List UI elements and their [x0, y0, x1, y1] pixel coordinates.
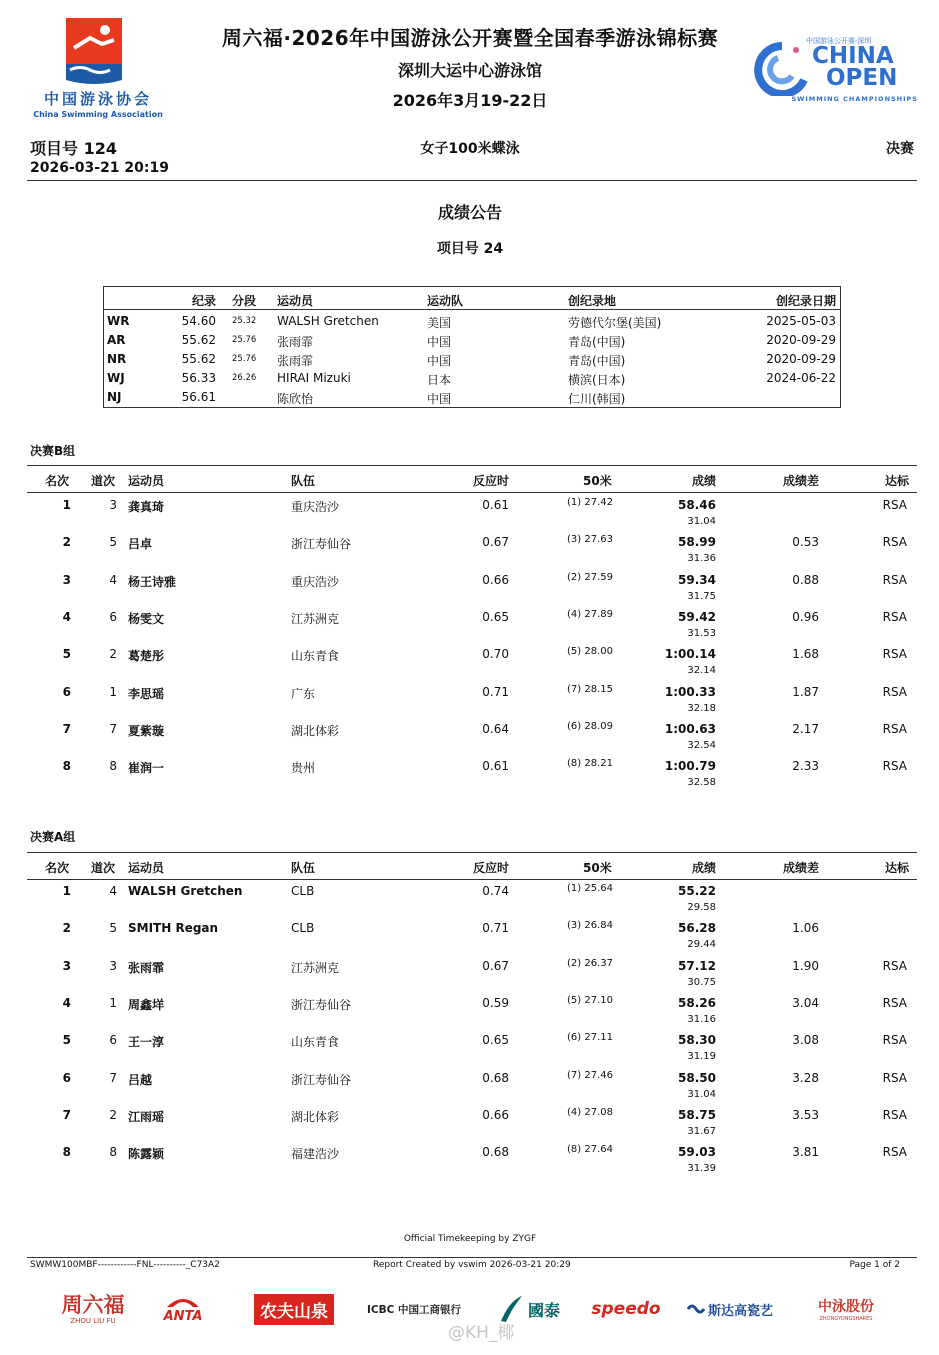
result-split50: (1) 25.64 — [567, 883, 613, 894]
result-split50: (5) 27.10 — [567, 994, 613, 1006]
result-qual: RSA — [882, 647, 907, 662]
result-reaction: 0.61 — [482, 498, 509, 512]
result-row — [27, 1068, 917, 1105]
result-athlete: 吕卓 — [128, 537, 153, 552]
records-header-athlete: 运动员 — [277, 294, 314, 308]
result-diff: 0.88 — [792, 572, 819, 587]
result-split50: (3) 27.63 — [567, 534, 613, 546]
result-athlete: 吕越 — [128, 1072, 153, 1087]
col-reaction: 反应时 — [472, 474, 509, 488]
watermark-text: @KH_椰 — [448, 1323, 515, 1343]
result-split50: (8) 27.64 — [567, 1144, 613, 1156]
sponsor-cathay-name: 國泰 — [527, 1300, 560, 1320]
result-time: 56.28 — [678, 921, 716, 936]
record-team: 中国 — [427, 354, 452, 368]
result-athlete: 陈露颖 — [128, 1147, 165, 1162]
wave-swirl-icon — [752, 40, 812, 96]
result-team: 贵州 — [291, 761, 316, 776]
result-diff: 1.90 — [792, 958, 819, 973]
result-rank: 8 — [62, 759, 71, 774]
record-type: NR — [107, 352, 127, 366]
result-qual: RSA — [882, 1107, 907, 1122]
result-lane: 5 — [109, 921, 117, 936]
record-time: 55.62 — [181, 333, 216, 347]
result-qual: RSA — [882, 1145, 907, 1160]
sponsor-zhouliufu-sub: ZHOU LIU FU — [70, 1317, 116, 1325]
record-athlete: 张雨霏 — [277, 354, 314, 368]
result-diff: 1.06 — [792, 921, 819, 936]
footer-divider — [27, 1257, 917, 1258]
record-type: WJ — [107, 371, 125, 385]
sponsor-zhouliufu-name: 周六福 — [61, 1292, 125, 1317]
result-rank: 2 — [62, 921, 71, 936]
result-row — [27, 881, 917, 918]
result-split50: (2) 27.59 — [567, 571, 613, 583]
record-row-wj — [104, 371, 840, 390]
event-number: 项目号 124 — [30, 139, 117, 158]
record-date: 2024-06-22 — [766, 371, 836, 385]
result-rank: 6 — [62, 684, 71, 699]
result-time: 1:00.33 — [664, 684, 716, 699]
china-open-bottom-text: SWIMMING CHAMPIONSHIPS — [791, 95, 918, 103]
col-rank: 名次 — [45, 861, 70, 875]
record-row-wr — [104, 314, 840, 333]
record-row-nr — [104, 352, 840, 371]
csa-name-en: China Swimming Association — [33, 110, 163, 119]
result-team: 广东 — [291, 686, 316, 701]
result-team: 山东青食 — [291, 1035, 340, 1050]
report-code: SWMW100MBF------------FNL----------_C73A2 — [30, 1260, 220, 1270]
sponsor-zhongyong-name: 中泳股份 — [818, 1299, 874, 1315]
sponsor-nongfu-name: 农夫山泉 — [254, 1294, 334, 1325]
result-time: 59.34 — [678, 572, 716, 587]
record-athlete: 张雨霏 — [277, 335, 314, 349]
meet-venue: 深圳大运中心游泳馆 — [397, 61, 542, 80]
result-qual: RSA — [882, 535, 907, 550]
sponsor-nongfu-logo — [251, 1286, 337, 1332]
col-diff: 成绩差 — [782, 474, 819, 488]
result-team: CLB — [291, 921, 315, 936]
result-diff: 3.28 — [792, 1070, 819, 1085]
china-open-line1: CHINA — [812, 43, 894, 69]
result-reaction: 0.70 — [482, 647, 509, 662]
result-rank: 5 — [62, 647, 71, 662]
result-reaction: 0.59 — [482, 995, 509, 1010]
record-split: 25.32 — [232, 316, 257, 326]
col-athlete: 运动员 — [128, 474, 165, 488]
result-time: 59.03 — [678, 1145, 716, 1160]
result-diff: 1.68 — [792, 647, 819, 662]
event-name: 女子100米蝶泳 — [420, 141, 520, 157]
sponsor-anta-logo — [160, 1286, 206, 1332]
result-lap: 31.39 — [687, 1163, 716, 1175]
result-row — [27, 1105, 917, 1142]
result-row — [27, 607, 917, 644]
result-lane: 2 — [109, 1107, 117, 1122]
result-rank: 7 — [62, 1107, 71, 1122]
result-row — [27, 644, 917, 681]
record-place: 青岛(中国) — [568, 335, 626, 349]
record-type: AR — [107, 333, 126, 347]
result-athlete: 周鑫垟 — [128, 997, 165, 1012]
result-row — [27, 918, 917, 955]
final-a-header — [27, 852, 917, 880]
result-time: 1:00.63 — [664, 721, 716, 736]
col-time: 成绩 — [691, 474, 716, 488]
sponsor-zhongyong-logo — [796, 1286, 896, 1332]
result-athlete: 龚真琦 — [128, 500, 165, 514]
result-team: 江苏洲克 — [291, 611, 340, 626]
result-team: 山东青食 — [291, 649, 340, 664]
result-reaction: 0.68 — [482, 1070, 509, 1085]
result-rank: 4 — [62, 995, 71, 1010]
result-reaction: 0.71 — [482, 921, 509, 936]
result-team: 重庆浩沙 — [291, 574, 340, 589]
result-diff: 0.53 — [792, 535, 819, 550]
result-lane: 3 — [109, 958, 117, 973]
result-diff: 1.87 — [792, 684, 819, 699]
result-split50: (6) 27.11 — [567, 1032, 613, 1044]
result-lap: 29.44 — [687, 939, 716, 951]
result-reaction: 0.66 — [482, 572, 509, 587]
record-athlete: 陈欣怡 — [277, 392, 314, 406]
result-qual: RSA — [882, 1070, 907, 1085]
record-type: WR — [107, 314, 130, 328]
result-time: 57.12 — [678, 958, 716, 973]
record-team: 中国 — [427, 335, 452, 349]
result-athlete: 葛楚彤 — [128, 649, 165, 664]
result-athlete: 李思瑶 — [128, 686, 165, 701]
result-team: 浙江寿仙谷 — [291, 537, 352, 552]
result-qual: RSA — [882, 684, 907, 699]
result-time: 55.22 — [678, 884, 716, 898]
result-reaction: 0.68 — [482, 1145, 509, 1160]
result-qual: RSA — [882, 958, 907, 973]
result-qual: RSA — [882, 609, 907, 624]
header-divider — [27, 180, 917, 181]
result-lane: 6 — [109, 1033, 117, 1048]
result-qual: RSA — [882, 995, 907, 1010]
result-reaction: 0.64 — [482, 721, 509, 736]
announcement-event-number: 项目号 24 — [436, 241, 504, 257]
result-lane: 8 — [109, 1145, 117, 1160]
col-rank: 名次 — [45, 474, 70, 488]
record-place: 青岛(中国) — [568, 354, 626, 368]
result-lap: 31.53 — [687, 627, 716, 639]
sponsor-zhouliufu-logo — [50, 1286, 136, 1332]
result-lap: 32.18 — [687, 702, 716, 714]
record-split: 25.76 — [232, 335, 257, 345]
event-datetime: 2026-03-21 20:19 — [30, 160, 169, 176]
result-rank: 7 — [62, 721, 71, 736]
result-split50: (7) 28.15 — [567, 683, 613, 695]
result-lap: 31.04 — [687, 516, 716, 527]
final-b-title: 决赛B组 — [30, 444, 76, 458]
result-lap: 32.14 — [687, 665, 716, 677]
record-type: NJ — [107, 390, 122, 404]
result-rank: 1 — [62, 498, 71, 512]
result-team: 湖北体彩 — [291, 1109, 340, 1124]
result-reaction: 0.65 — [482, 1033, 509, 1048]
result-reaction: 0.67 — [482, 958, 509, 973]
result-lane: 4 — [109, 572, 117, 587]
records-header-team: 运动队 — [427, 294, 464, 308]
record-team: 美国 — [427, 316, 452, 330]
result-lane: 1 — [109, 684, 117, 699]
result-row — [27, 682, 917, 719]
sida-mark-icon — [687, 1302, 705, 1316]
record-athlete: HIRAI Mizuki — [277, 371, 351, 385]
anta-mark-icon — [165, 1295, 201, 1309]
result-time: 58.26 — [678, 995, 716, 1010]
csa-name-cn: 中国游泳协会 — [43, 90, 152, 108]
sponsor-icbc-name: ICBC 中国工商银行 — [367, 1303, 461, 1316]
record-row-nj — [104, 390, 840, 409]
records-header-split: 分段 — [232, 294, 257, 308]
result-qual: RSA — [882, 498, 907, 512]
result-lane: 1 — [109, 995, 117, 1010]
result-team: 重庆浩沙 — [291, 500, 340, 514]
result-split50: (3) 26.84 — [567, 920, 613, 932]
record-date: 2020-09-29 — [766, 352, 836, 366]
records-table — [103, 286, 841, 408]
result-split50: (5) 28.00 — [567, 646, 613, 658]
col-team: 队伍 — [291, 861, 316, 875]
page-number: Page 1 of 2 — [849, 1260, 900, 1270]
records-header-place: 创纪录地 — [568, 294, 617, 308]
record-time: 54.60 — [181, 314, 216, 328]
result-diff: 3.08 — [792, 1033, 819, 1048]
record-time: 56.33 — [181, 371, 216, 385]
sponsor-sida-name: 斯达高瓷艺 — [707, 1303, 773, 1319]
result-reaction: 0.71 — [482, 684, 509, 699]
result-split50: (1) 27.42 — [567, 497, 613, 508]
result-team: 浙江寿仙谷 — [291, 997, 352, 1012]
col-athlete: 运动员 — [128, 861, 165, 875]
col-lane: 道次 — [91, 474, 116, 488]
result-athlete: 夏紫璇 — [128, 723, 165, 738]
sponsor-anta-name: ANTA — [163, 1308, 203, 1324]
official-timekeeping: Official Timekeeping by ZYGF — [403, 1234, 537, 1244]
china-open-top-text: 中国游泳公开赛·深圳 — [806, 37, 872, 45]
record-team: 中国 — [427, 392, 452, 406]
event-round: 决赛 — [886, 141, 914, 157]
result-qual: RSA — [882, 572, 907, 587]
result-team: 湖北体彩 — [291, 723, 340, 738]
sponsor-speedo-logo — [586, 1286, 666, 1332]
result-time: 58.99 — [678, 535, 716, 550]
sponsor-zhongyong-sub: ZHONGYONGSHARES — [819, 1316, 873, 1322]
result-lap: 32.58 — [687, 777, 716, 789]
result-row — [27, 993, 917, 1030]
result-split50: (4) 27.89 — [567, 608, 613, 620]
result-lap: 31.36 — [687, 553, 716, 565]
result-time: 58.30 — [678, 1033, 716, 1048]
col-team: 队伍 — [291, 474, 316, 488]
result-split50: (6) 28.09 — [567, 720, 613, 732]
result-rank: 6 — [62, 1070, 71, 1085]
result-rank: 5 — [62, 1033, 71, 1048]
china-swimming-association-logo — [28, 18, 168, 126]
result-rank: 3 — [62, 572, 71, 587]
col-time: 成绩 — [691, 861, 716, 875]
result-time: 1:00.14 — [664, 647, 716, 662]
record-split: 26.26 — [232, 373, 257, 383]
result-team: 浙江寿仙谷 — [291, 1072, 352, 1087]
result-lane: 6 — [109, 609, 117, 624]
record-athlete: WALSH Gretchen — [277, 314, 379, 328]
final-b-header — [27, 465, 917, 493]
result-athlete: 杨雯文 — [128, 611, 165, 626]
record-date: 2020-09-29 — [766, 333, 836, 347]
result-lane: 8 — [109, 759, 117, 774]
record-row-ar — [104, 333, 840, 352]
result-row — [27, 956, 917, 993]
result-time: 59.42 — [678, 609, 716, 624]
result-team: 福建浩沙 — [291, 1147, 340, 1162]
result-diff: 2.33 — [792, 759, 819, 774]
result-split50: (4) 27.08 — [567, 1106, 613, 1118]
record-place: 劳德代尔堡(美国) — [568, 316, 662, 330]
result-athlete: 江雨瑶 — [128, 1109, 165, 1124]
result-lane: 4 — [109, 884, 117, 898]
sponsor-sida-logo — [678, 1286, 782, 1332]
col-lane: 道次 — [91, 861, 116, 875]
result-rank: 3 — [62, 958, 71, 973]
result-athlete: 崔润一 — [128, 761, 165, 776]
col-qual: 达标 — [884, 861, 909, 875]
result-team: CLB — [291, 884, 315, 898]
record-split: 25.76 — [232, 354, 257, 364]
col-diff: 成绩差 — [782, 861, 819, 875]
meet-title: 周六福·2026年中国游泳公开赛暨全国春季游泳锦标赛 — [221, 26, 719, 50]
result-split50: (7) 27.46 — [567, 1069, 613, 1081]
result-lap: 31.67 — [687, 1125, 716, 1137]
result-diff: 2.17 — [792, 721, 819, 736]
china-open-logo — [752, 36, 922, 106]
result-row — [27, 756, 917, 793]
result-rank: 1 — [62, 884, 71, 898]
result-split50: (8) 28.21 — [567, 758, 613, 770]
result-lap: 31.75 — [687, 590, 716, 602]
result-lap: 31.19 — [687, 1051, 716, 1063]
result-time: 58.46 — [678, 498, 716, 512]
result-lane: 2 — [109, 647, 117, 662]
record-date: 2025-05-03 — [766, 314, 836, 328]
result-split50: (2) 26.37 — [567, 957, 613, 969]
result-diff: 0.96 — [792, 609, 819, 624]
meet-dates: 2026年3月19-22日 — [392, 91, 548, 110]
result-athlete: SMITH Regan — [128, 921, 219, 936]
record-team: 日本 — [427, 373, 452, 387]
sponsor-speedo-name: speedo — [591, 1299, 661, 1319]
result-reaction: 0.66 — [482, 1107, 509, 1122]
result-lane: 7 — [109, 1070, 117, 1085]
result-lap: 29.58 — [687, 902, 716, 913]
result-lane: 3 — [109, 498, 117, 512]
result-row — [27, 532, 917, 569]
result-time: 58.75 — [678, 1107, 716, 1122]
col-qual: 达标 — [884, 474, 909, 488]
result-lap: 31.16 — [687, 1013, 716, 1025]
result-time: 58.50 — [678, 1070, 716, 1085]
records-header-record: 纪录 — [192, 294, 217, 308]
result-diff: 3.81 — [792, 1145, 819, 1160]
result-athlete: 王一淳 — [128, 1035, 165, 1050]
result-row — [27, 719, 917, 756]
result-lap: 31.04 — [687, 1088, 716, 1100]
col-split50: 50米 — [583, 474, 612, 488]
result-qual: RSA — [882, 721, 907, 736]
report-created: Report Created by vswim 2026-03-21 20:29 — [373, 1260, 571, 1270]
result-row — [27, 1030, 917, 1067]
result-team: 江苏洲克 — [291, 960, 340, 975]
result-reaction: 0.67 — [482, 535, 509, 550]
result-qual: RSA — [882, 759, 907, 774]
records-header-divider — [104, 309, 840, 310]
result-rank: 4 — [62, 609, 71, 624]
col-split50: 50米 — [583, 861, 612, 875]
result-time: 1:00.79 — [664, 759, 716, 774]
record-place: 横滨(日本) — [568, 373, 626, 387]
result-athlete: WALSH Gretchen — [128, 884, 243, 898]
result-row — [27, 495, 917, 532]
result-diff: 3.53 — [792, 1107, 819, 1122]
result-lap: 30.75 — [687, 976, 716, 988]
records-header-date: 创纪录日期 — [775, 294, 836, 308]
result-rank: 8 — [62, 1145, 71, 1160]
record-place: 仁川(韩国) — [568, 392, 626, 406]
result-lane: 7 — [109, 721, 117, 736]
result-reaction: 0.65 — [482, 609, 509, 624]
result-qual: RSA — [882, 1033, 907, 1048]
result-athlete: 张雨霏 — [128, 960, 165, 975]
col-reaction: 反应时 — [472, 861, 509, 875]
result-reaction: 0.61 — [482, 759, 509, 774]
result-row — [27, 570, 917, 607]
result-lap: 32.54 — [687, 739, 716, 751]
final-a-title: 决赛A组 — [30, 830, 76, 844]
result-lane: 5 — [109, 535, 117, 550]
result-reaction: 0.74 — [482, 884, 509, 898]
result-rank: 2 — [62, 535, 71, 550]
record-time: 56.61 — [181, 390, 216, 404]
announcement-title: 成绩公告 — [437, 203, 502, 222]
result-diff: 3.04 — [792, 995, 819, 1010]
result-row — [27, 1142, 917, 1179]
record-time: 55.62 — [181, 352, 216, 366]
china-open-line2: OPEN — [826, 65, 898, 91]
result-athlete: 杨王诗雅 — [128, 574, 177, 589]
